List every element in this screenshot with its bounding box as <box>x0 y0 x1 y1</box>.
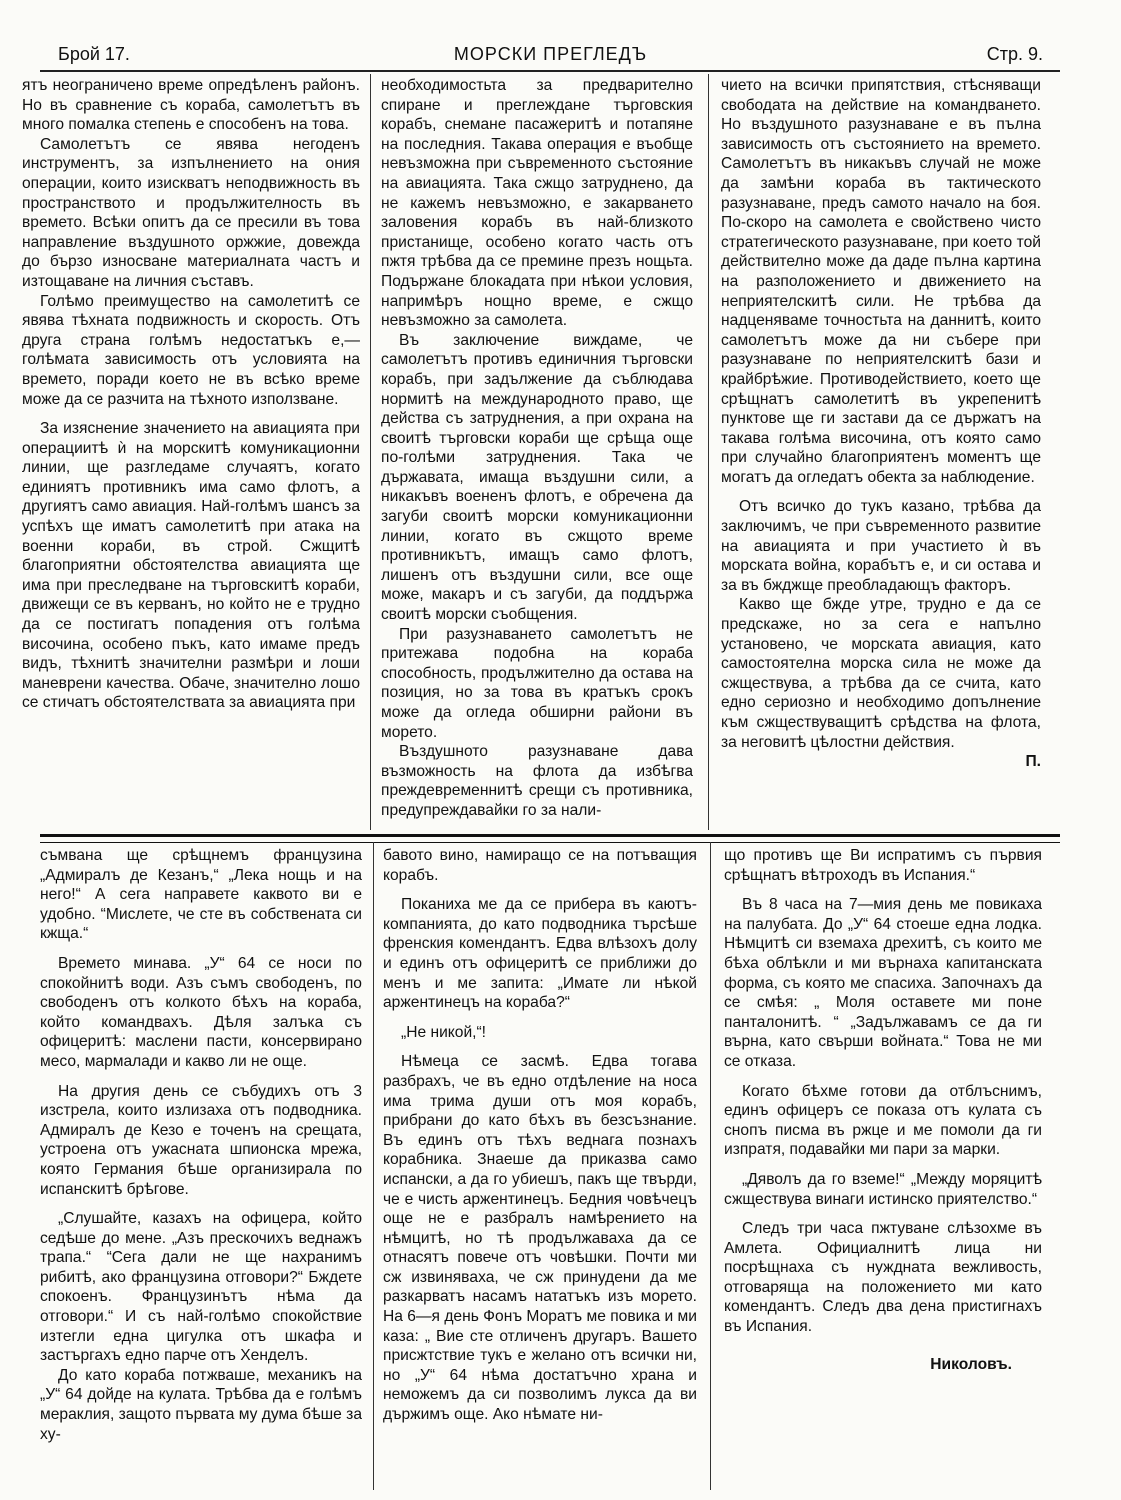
page-number: Стр. 9. <box>986 44 1043 64</box>
paragraph: Въ заключение виждаме, че самолетътъ противъ единичния търговски корабъ, при задължение да съблюдава нормитѣ на международното право, ще действа съ затруднения, а при охрана на своитѣ търговски кораби ще срѣща още по-голѣми затруднения. Така че държавата, имаща въздушни сили, а никакъвъ воененъ флотъ, е обречена да загуби своитѣ морски комуникационни линии, когато въ сжщото време противникътъ, имащъ само флотъ, лишенъ отъ въздушни сили, все още може, макаръ и съ загуби, да поддържа своитѣ морски съобщения. <box>381 331 693 624</box>
paragraph: чието на всички припятствия, стѣсняващи свободата на действие на командването. Но въздушното разузнаване е въ пълна зависимость отъ състоянието на времето. Самолетътъ въ никакъвъ случай не може да замѣни кораба въ тактическото разузнаване, предъ самото начало на боя. По-скоро на самолета е свойствено чисто стратегическото разузнаване, при което той действително може да даде пълна картина на разположението и движението на неприятелскитѣ сили. Не трѣбва да надценяваме точностьта на даннитѣ, които самолетътъ може да ни събере при разузнаване по неприятелскитѣ бази и крайбрѣжие. Противодействието, което ще срѣщнатъ самолетитѣ въ укрепенитѣ пунктове ще ги застави да се държатъ на такава голѣма височина, отъ която само при случайно благоприятенъ моментъ ще могатъ да огледатъ обекта за наблюдение. <box>721 77 1041 486</box>
page-header <box>58 44 1043 68</box>
column-divider <box>370 74 371 830</box>
paragraph: що противъ ще Ви испратимъ съ първия срѣщнатъ вѣтроходъ въ Испания.“ <box>724 847 1042 884</box>
article-signature: Николовъ. <box>930 1355 1012 1373</box>
paragraph: съмвана ще срѣщнемъ французина „Адмиралъ де Кезанъ,“ „Лека нощь и на него!“ А сега направете каквото ви е удобно. “Мислете, че сте въ собствената си кжща.“ <box>40 847 362 943</box>
paragraph: Какво ще бжде утре, трудно е да се предскаже, но за сега е напълно установено, че морската авиация, като самостоятелна морска сила не може да сжществува, а трѣбва да се счита, като едно сериозно и необходимо допълнение към сжществуващитѣ срѣдства на флота, за неговитѣ цѣлостни действия. <box>721 596 1041 751</box>
section-separator <box>40 834 1060 843</box>
paragraph: необходимостьта за предварително спиране и преглеждане търговския корабъ, снемане пасажеритѣ и потапяне на последния. Такава операция е въобще невъзможна при съвременното състояние на авиацията. Така сжщо затруднено, да не кажемъ невъзможно, е закарването заловения корабъ въ най-близкото пристанище, особено когато часть отъ пжтя трѣбва да се премине презъ нощьта. Подържане блокадата при нѣкои условия, напримѣръ нощно време, е сжщо невъзможно за самолета. <box>381 77 693 330</box>
column-divider <box>710 842 711 1490</box>
paragraph: До като кораба потжваше, механикъ на „У“ 64 дойде на кулата. Трѣбва да е голѣмъ мераклия, защото първата му дума бѣше за ху- <box>40 1366 362 1443</box>
journal-title: МОРСКИ ПРЕГЛЕДЪ <box>453 44 648 64</box>
paragraph: Въздушното разузнаване дава възможность на флота да избѣгва преждевременнитѣ срещи съ противника, предупреждавайки го за нали- <box>381 743 693 819</box>
top-column-3 <box>721 76 1041 830</box>
paragraph: „Дяволъ да го вземе!“ „Между моряцитѣ сжществува винаги истинско приятелство.“ <box>724 1170 1042 1208</box>
bottom-column-2 <box>383 846 697 1486</box>
top-column-2 <box>381 76 693 830</box>
paragraph: Поканиха ме да се прибера въ каютъ-компанията, до като подводника търсѣше френския комендантъ. Едва влѣзохъ долу и единъ отъ офицеритѣ се приближи до менъ и ме запита: „Имате ли нѣкой аржентинецъ на кораба?“ <box>383 896 697 1012</box>
paragraph: Нѣмеца се засмѣ. Едва тогава разбрахъ, че въ едно отдѣление на носа има трима души отъ моя корабъ, прибрани до като бѣхъ въ безсъзнание. Въ единъ отъ тѣхъ веднага познахъ корабника. Знаеше да приказва само испански, а да го убиешъ, пакъ ще твърди, че е чисть аржентинецъ. Бедния човѣчецъ още не е разбралъ намѣрението на нѣмцитѣ, но тѣ продължаваха да се отнасятъ повече отъ човѣшки. Почти ми сж извинявaха, че сж принудени да ме разкарватъ насамъ нататъкъ изъ морето. На 6—я день Фонъ Моратъ ме повика и ми каза: „ Вие сте отличенъ другаръ. Вашето присжтствие тукъ е желано отъ всички ни, но „У“ 64 нѣма достатъчно храна и неможемъ да си позволимъ лукса да ви държимъ още. Ако нѣмате ни- <box>383 1053 697 1424</box>
paragraph: Самолетътъ се явява негоденъ инструментъ, за изпълнението на ония операции, които изискватъ неподвижность въ пространството и продължителность въ времето. Всѣки опитъ да се пресили въ това направление въздушното оржжие, довежда до бързо износване материалната частъ и изтощаване на личния съставъ. <box>22 135 360 290</box>
article-signature: П. <box>1025 753 1041 771</box>
paragraph: За изяснение значението на авиацията при операциитѣ ѝ на морскитѣ комуникационни линии, ще разгледаме случаятъ, когато единиятъ противникъ има само флотъ, а другиятъ само авиация. Най-голѣмъ шансъ за успѣхъ ще иматъ самолетитѣ при атака на военни кораби, въ строй. Сжщитѣ благоприятни обстоятелства авиацията ще има при преследване на търговскитѣ кораби, движещи се въ керванъ, но който не е трудно да се постигатъ попадения отъ голѣма височина, особено пъкъ, като имаме предъ видъ, тѣхнитѣ значителни размѣри и лоши маневрени качества. Обаче, значително лошо се стичатъ обстоятелствата за авиацията при <box>22 420 360 712</box>
paragraph: Следъ три часа пжтуване слѣзохме въ Амлета. Официалнитѣ лица ни посрѣщнаха съ нуждната вежливость, отговаряща на положението ми като комендантъ. Следъ два дена пристигнахъ въ Испания. <box>724 1220 1042 1336</box>
paragraph: ятъ неограничено време опредѣленъ районъ. Но въ сравнение съ кораба, самолетътъ въ много помалка степень е способенъ на това. <box>22 77 360 134</box>
column-divider <box>708 74 709 830</box>
paragraph: Когато бѣхме готови да отблъснимъ, единъ офицеръ се показа отъ кулата съ снопъ писма въ ржце и ме помоли да ги изпратя, подавайки ми пари за марки. <box>724 1082 1042 1159</box>
bottom-column-3 <box>724 846 1042 1486</box>
paragraph: На другия день се събудихъ отъ 3 изстрела, които излизаха отъ подводника. Адмиралъ де Кезо е точенъ на срещата, устроена отъ ужасната шпионска мрежа, която Германия бѣше организирала по испанскитѣ брѣгове. <box>40 1082 362 1198</box>
column-divider <box>373 842 374 1490</box>
paragraph: бавото вино, намиращо се на потъващия корабъ. <box>383 847 697 884</box>
paragraph: Въ 8 часа на 7—мия день ме повикаха на палубата. До „У“ 64 стоеше една лодка. Нѣмцитѣ си вземаха дрехитѣ, съ които ме бѣха облѣкли и ми върнаха капитанската форма, съ която ме спасиха. Започнахъ да се смѣя: „ Моля оставете ми поне панталонитѣ. “ „Задължавамъ се да ги върна, като свърши войната.“ Това не ми се отказа. <box>724 896 1042 1070</box>
paragraph: „Слушайте, казахъ на офицера, който седѣше до мене. „Азъ прескочихъ веднажъ трапа.“ “Сега дали не ще нахранимъ рибитѣ, ако французина отговори?“ Бждете спокоенъ. Французинътъ нѣма да отговори.“ И съ най-голѣмо спокойствие изтегли една цигулка отъ шкафа и застъргахъ едно парче отъ Хенделъ. <box>40 1210 362 1365</box>
bottom-column-1 <box>40 846 362 1486</box>
top-column-1 <box>22 76 360 830</box>
paragraph: Отъ всичко до тукъ казано, трѣбва да заключимъ, че при съвременното развитие на авиацията и при участието ѝ въ морската война, корабътъ е, и си остава и за въ бжджще преобладающъ факторъ. <box>721 498 1041 594</box>
paragraph: „Не никой,“! <box>401 1023 487 1041</box>
paragraph: При разузнаването самолетътъ не притежава подобна на кораба способность, продължително да остава на позиция, но за това въ кратъкъ срокъ може да огледа обширни райони въ морето. <box>381 625 693 741</box>
header-rule <box>40 70 1060 72</box>
issue-number: Брой 17. <box>58 44 130 64</box>
paragraph: Голѣмо преимущество на самолетитѣ се явява тѣхната подвижность и скорость. Отъ друга страна голѣмъ недостатъкъ е,—голѣмата зависимость отъ условията на времето, поради което не въ всѣко време може да се разчита на тѣхното използване. <box>22 292 360 408</box>
paragraph: Времето минава. „У“ 64 се носи по спокойнитѣ води. Азъ съмъ свободенъ, по свободенъ отъ колкото бѣхъ на кораба, който командвахъ. Дѣля залъка съ офицеритѣ: маслени пасти, консервирано месо, мармалади и какво ли не още. <box>40 954 362 1070</box>
